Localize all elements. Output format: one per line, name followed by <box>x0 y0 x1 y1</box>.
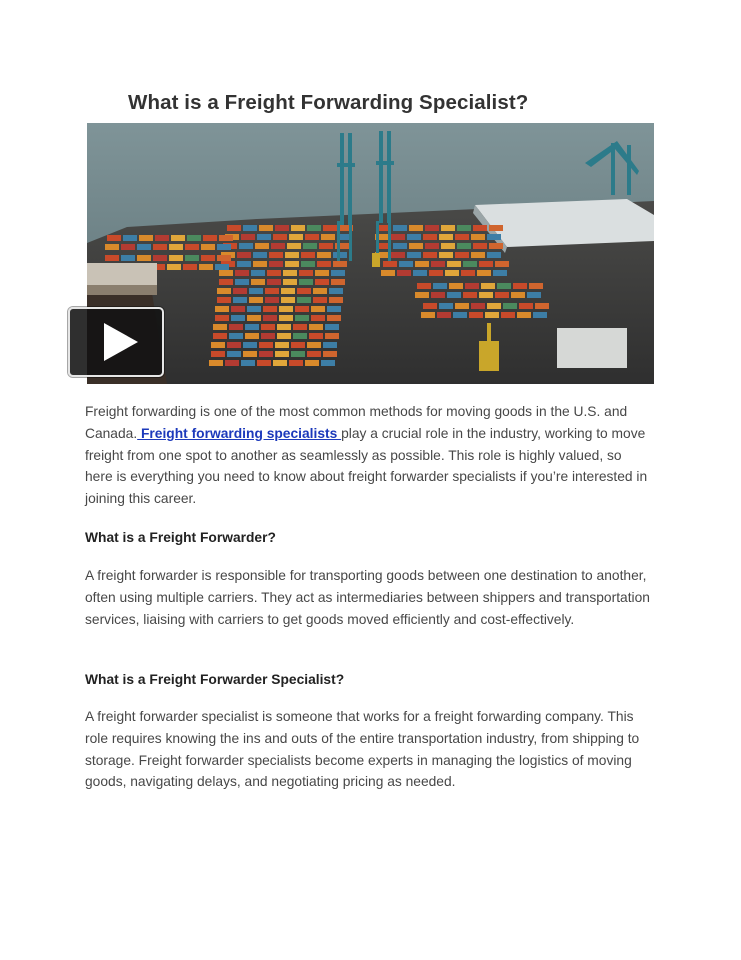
intro-text-after: play a crucial role in the industry, working to move freight from one spot to another as seamlessly as possible. This role is highly valued, so here is everything you need to know about freight forwarder specialists if you’re interested in joining this career. <box>85 425 648 507</box>
page-title: What is a Freight Forwarding Specialist? <box>128 91 529 114</box>
section-body-freight-forwarder: A freight forwarder is responsible for transporting goods between one destination to another, often using multiple carriers. They act as intermediaries between shippers and transportation services, liaising with carriers to get goods moved efficiently and cost-effectively. <box>85 568 650 627</box>
video-play-button[interactable] <box>68 307 164 377</box>
play-icon <box>104 323 138 361</box>
section-heading-freight-forwarder-specialist: What is a Freight Forwarder Specialist? <box>85 672 345 687</box>
freight-forwarding-specialists-link[interactable]: Freight forwarding specialists <box>137 425 342 441</box>
intro-text-before: Freight forwarding is one of the most common methods for moving goods in the U.S. and Canada. <box>85 404 628 441</box>
section-heading-freight-forwarder: What is a Freight Forwarder? <box>85 530 276 545</box>
section-body-freight-forwarder-specialist: A freight forwarder specialist is someone that works for a freight forwarding company. This role requires knowing the ins and outs of the entire transportation industry, from shipping to storage. Freight forwarder specialists become experts in managing the logistics of moving goods, navigating delays, and negotiating pricing as needed. <box>85 709 640 790</box>
intro-paragraph <box>85 401 651 510</box>
port-aerial-image <box>87 123 654 384</box>
